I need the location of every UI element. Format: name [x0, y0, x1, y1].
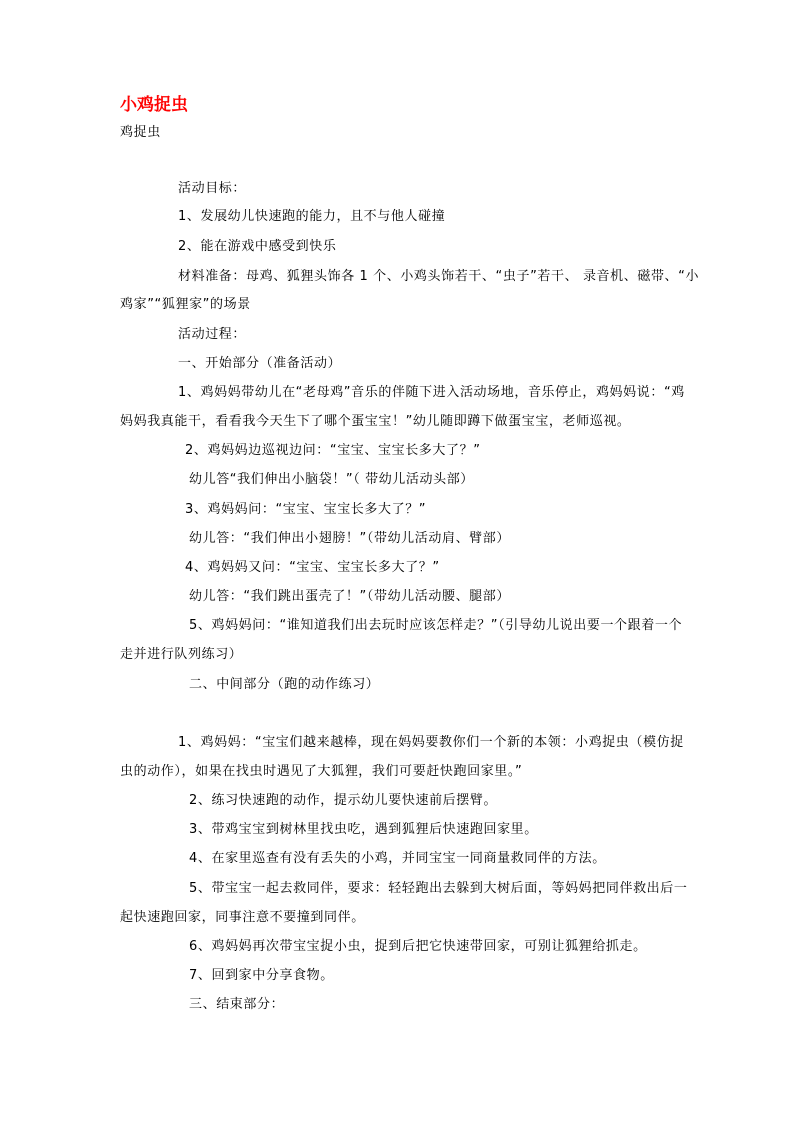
- paragraph-line: 7、回到家中分享食物。: [189, 968, 334, 983]
- paragraph-line: 虫的动作），如果在找虫时遇见了大狐狸，我们可要赶快跑回家里。”: [120, 764, 523, 779]
- paragraph-line: 5、鸡妈妈问：“谁知道我们出去玩时应该怎样走？”（引导幼儿说出要一个跟着一个: [189, 618, 683, 633]
- paragraph-line: 一、开始部分（准备活动）: [178, 356, 342, 371]
- paragraph-line: 幼儿答“我们伸出小脑袋！”（ 带幼儿活动头部）: [189, 472, 474, 487]
- paragraph-line: 起快速跑回家，同事注意不要撞到同伴。: [120, 910, 365, 925]
- paragraph-line: 2、能在游戏中感受到快乐: [178, 239, 337, 254]
- paragraph-line: 1、发展幼儿快速跑的能力，且不与他人碰撞: [178, 209, 446, 224]
- paragraph-line: 走并进行队列练习）: [120, 647, 243, 662]
- paragraph-line: 4、鸡妈妈又问：“宝宝、宝宝长多大了？”: [185, 560, 440, 575]
- paragraph-line: 1、鸡妈妈带幼儿在“老母鸡”音乐的伴随下进入活动场地，音乐停止，鸡妈妈说：“鸡: [178, 385, 685, 400]
- document-subtitle: 鸡捉虫: [120, 125, 161, 140]
- paragraph-line: 活动过程：: [178, 327, 247, 342]
- paragraph-line: 1、鸡妈妈：“宝宝们越来越棒，现在妈妈要教你们一个新的本领：小鸡捉虫（模仿捉: [178, 735, 684, 750]
- paragraph-line: 4、在家里巡查有没有丢失的小鸡，并同宝宝一同商量救同伴的方法。: [189, 851, 606, 866]
- document-title: 小鸡捉虫: [120, 95, 188, 115]
- paragraph-line: 活动目标：: [178, 181, 247, 196]
- paragraph-line: 5、带宝宝一起去救同伴，要求：轻轻跑出去躲到大树后面，等妈妈把同伴救出后一: [189, 881, 688, 896]
- paragraph-line: 三、结束部分：: [189, 997, 285, 1012]
- paragraph-line: 3、带鸡宝宝到树林里找虫吃，遇到狐狸后快速跑回家里。: [189, 822, 538, 837]
- paragraph-line: 鸡家”“狐狸家”的场景: [120, 297, 251, 312]
- paragraph-line: 材料准备：母鸡、狐狸头饰各 1 个、小鸡头饰若干、“虫子”若干、 录音机、磁带、“小: [178, 269, 700, 284]
- paragraph-line: 幼儿答：“我们跳出蛋壳了！”（带幼儿活动腰、腿部）: [189, 589, 510, 604]
- paragraph-line: 2、鸡妈妈边巡视边问：“宝宝、宝宝长多大了？”: [185, 443, 481, 458]
- paragraph-line: 3、鸡妈妈问：“宝宝、宝宝长多大了？”: [185, 502, 427, 517]
- paragraph-line: 2、练习快速跑的动作，提示幼儿要快速前后摆臂。: [189, 793, 498, 808]
- paragraph-line: 妈妈我真能干，看看我今天生下了哪个蛋宝宝！”幼儿随即蹲下做蛋宝宝，老师巡视。: [120, 414, 631, 429]
- paragraph-line: 二、中间部分（跑的动作练习）: [189, 677, 380, 692]
- paragraph-line: 幼儿答：“我们伸出小翅膀！”（带幼儿活动肩、臂部）: [189, 531, 510, 546]
- paragraph-line: 6、鸡妈妈再次带宝宝捉小虫，捉到后把它快速带回家，可别让狐狸给抓走。: [189, 939, 647, 954]
